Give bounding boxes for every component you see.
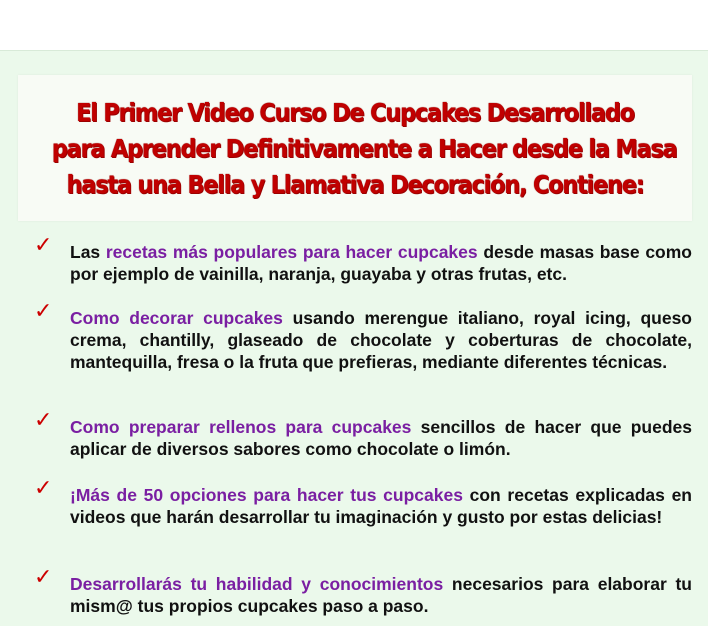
benefit-post: necesarios para elaborar tu mism@ tus propios cupcakes paso a paso. xyxy=(70,574,692,616)
check-icon: ✓ xyxy=(34,299,53,324)
benefit-highlight: recetas más populares para hacer cupcakes xyxy=(105,242,478,262)
benefit-text xyxy=(70,573,692,617)
benefit-item xyxy=(34,476,694,528)
benefit-highlight: Desarrollarás tu habilidad y conocimientos xyxy=(70,574,444,594)
check-icon: ✓ xyxy=(34,476,53,501)
benefit-post: desde masas base como por ejemplo de vainilla, naranja, guayaba y otras frutas, etc. xyxy=(70,242,692,284)
benefit-item xyxy=(34,233,694,285)
benefit-item xyxy=(34,565,694,617)
headline-line: El Primer Video Curso De Cupcakes Desarrollado xyxy=(76,98,634,127)
benefit-list xyxy=(0,51,708,626)
check-icon: ✓ xyxy=(34,408,53,433)
check-icon: ✓ xyxy=(34,565,53,590)
headline-line: hasta una Bella y Llamativa Decoración, Contiene: xyxy=(66,170,644,199)
benefit-highlight: Como decorar cupcakes xyxy=(70,308,283,328)
benefit-post: con recetas explicadas en videos que harán desarrollar tu imaginación y gusto por estas delicias! xyxy=(70,485,692,527)
top-band xyxy=(0,0,708,51)
benefit-text xyxy=(70,241,692,285)
check-icon: ✓ xyxy=(34,233,53,258)
benefit-text xyxy=(70,484,692,528)
benefit-post: sencillos de hacer que puedes aplicar de diversos sabores como chocolate o limón. xyxy=(70,417,692,459)
benefit-post: usando merengue italiano, royal icing, queso crema, chantilly, glaseado de chocolate y coberturas de chocolate, mantequilla, fresa o la fruta que prefieras, mediante diferentes técnicas. xyxy=(70,308,692,372)
headline-line: para Aprender Definitivamente a Hacer desde la Masa xyxy=(51,134,677,163)
benefit-text xyxy=(70,307,692,373)
benefit-highlight: Como preparar rellenos para cupcakes xyxy=(70,417,412,437)
benefit-pre: Las xyxy=(70,242,106,262)
benefit-item xyxy=(34,299,694,373)
benefit-text xyxy=(70,416,692,460)
benefit-item xyxy=(34,408,694,460)
content-panel xyxy=(0,51,708,626)
benefit-highlight: ¡Más de 50 opciones para hacer tus cupcakes xyxy=(70,485,463,505)
